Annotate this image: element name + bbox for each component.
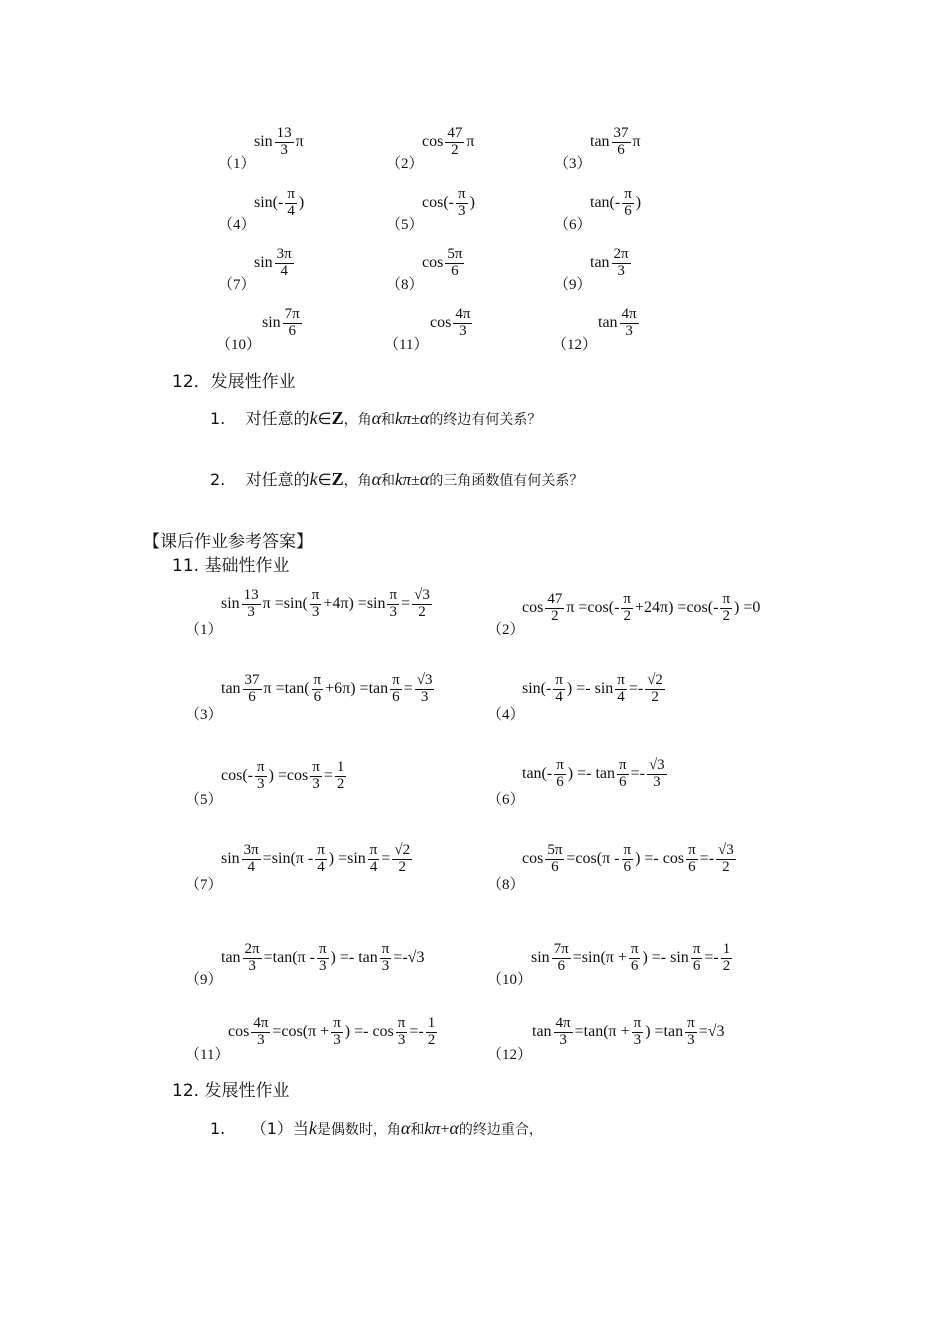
answer-equation-3: tan $\frac{37}{6}$ π =tan( $\frac{\pi}{6}$ +6π) =tan $\frac{\pi}{6}$ = $\frac{√3}{3}$: [221, 672, 433, 705]
answer-equation-12: tan $\frac{4\pi}{3}$ =tan(π + $\frac{\pi}{3}$ ) =tan $\frac{\pi}{3}$ =√3: [532, 1015, 725, 1048]
answer-equation-6: tan(- $\frac{\pi}{6}$ ) =- tan $\frac{\pi}{6}$ =- $\frac{√3}{3}$: [522, 757, 665, 790]
exercise-expression-6: tan(- $\frac{\pi}{6}$ ): [590, 186, 642, 219]
exercise-expression-5: cos(- $\frac{\pi}{3}$ ): [422, 186, 475, 219]
exercise-expression-1: sin $\frac{13}{3}$ π: [254, 125, 304, 158]
exercise-expression-4: sin(- $\frac{\pi}{4}$ ): [254, 186, 305, 219]
answer-label-4: （4）: [487, 707, 525, 723]
exercise-expression-8: cos $\frac{5\pi}{6}$: [422, 246, 463, 279]
answer-label-1: （1）: [185, 622, 223, 638]
exercise-expression-9: tan $\frac{2\pi}{3}$: [590, 246, 629, 279]
answer-equation-7: sin $\frac{3\pi}{4}$ =sin(π - $\frac{\pi}{4}$ ) =sin $\frac{\pi}{4}$ = $\frac{√2}{2}$: [221, 842, 411, 875]
answer-equation-2: cos $\frac{47}{2}$ π =cos(- $\frac{\pi}{2}$ +24π) =cos(- $\frac{\pi}{2}$ ) =0: [522, 591, 761, 624]
answer-label-3: （3）: [185, 707, 223, 723]
exercise-expression-2: cos $\frac{47}{2}$ π: [422, 125, 475, 158]
answer-label-2: （2）: [487, 622, 525, 638]
exercise-label-2: （2）: [386, 156, 424, 172]
exercise-expression-11: cos $\frac{4\pi}{3}$: [430, 306, 471, 339]
exercise-label-11: （11）: [384, 337, 429, 353]
answer-label-7: （7）: [185, 877, 223, 893]
question-2-number: 2.: [210, 470, 226, 489]
answer-label-5: （5）: [185, 792, 223, 808]
answer-equation-10: sin $\frac{7\pi}{6}$ =sin(π + $\frac{\pi}{6}$ ) =- sin $\frac{\pi}{6}$ =- $\frac{1}{2}$: [531, 941, 731, 974]
exercise-label-9: （9）: [554, 277, 592, 293]
exercise-expression-10: sin $\frac{7\pi}{6}$: [262, 306, 300, 339]
answers-sub-11: 11. 基础性作业: [172, 556, 290, 576]
answer-equation-8: cos $\frac{5\pi}{6}$ =cos(π - $\frac{\pi}{6}$ ) =- cos $\frac{\pi}{6}$ =- $\frac{√3}{2}$: [522, 842, 734, 875]
answer-equation-9: tan $\frac{2\pi}{3}$ =tan(π - $\frac{\pi}{3}$ ) =- tan $\frac{\pi}{3}$ =-√3: [221, 941, 425, 974]
answer-label-10: （10）: [487, 972, 533, 988]
answer-label-11: （11）: [185, 1047, 230, 1063]
answer-label-9: （9）: [185, 972, 223, 988]
exercise-label-8: （8）: [386, 277, 424, 293]
exercise-label-10: （10）: [216, 337, 262, 353]
answers-heading: 【课后作业参考答案】: [143, 532, 313, 552]
answer-equation-1: sin $\frac{13}{3}$ π =sin( $\frac{\pi}{3}$ +4π) =sin $\frac{\pi}{3}$ = $\frac{√3}{2}$: [221, 587, 430, 620]
exercise-label-6: （6）: [554, 217, 592, 233]
exercise-label-7: （7）: [218, 277, 256, 293]
answer-label-6: （6）: [487, 792, 525, 808]
section-12-title: 12．发展性作业: [172, 372, 296, 392]
answer-label-12: （12）: [487, 1047, 533, 1063]
exercise-label-4: （4）: [218, 217, 256, 233]
answer-equation-11: cos $\frac{4\pi}{3}$ =cos(π + $\frac{\pi}{3}$ ) =- cos $\frac{\pi}{3}$ =- $\frac{1}{2}$: [228, 1015, 436, 1048]
exercise-expression-7: sin $\frac{3\pi}{4}$: [254, 246, 292, 279]
exercise-expression-12: tan $\frac{4\pi}{3}$: [598, 306, 637, 339]
exercise-expression-3: tan $\frac{37}{6}$ π: [590, 125, 641, 158]
answer-equation-5: cos(- $\frac{\pi}{3}$ ) =cos $\frac{\pi}{3}$ = $\frac{1}{2}$: [221, 759, 345, 792]
question-1-number: 1.: [210, 409, 226, 428]
answers-sub-12: 12. 发展性作业: [172, 1081, 290, 1101]
exercise-label-5: （5）: [386, 217, 424, 233]
exercise-label-12: （12）: [552, 337, 598, 353]
answer-final-line: 1. （1）当k是偶数时，角α和kπ+α的终边重合，: [210, 1118, 543, 1138]
question-2: 2. 对任意的k∈Z，角α和kπ±α的三角函数值有何关系？: [210, 469, 584, 489]
exercise-label-3: （3）: [554, 156, 592, 172]
answer-label-8: （8）: [487, 877, 525, 893]
question-1: 1. 对任意的k∈Z，角α和kπ±α的终边有何关系？: [210, 408, 542, 428]
exercise-label-1: （1）: [218, 156, 256, 172]
answer-equation-4: sin(- $\frac{\pi}{4}$ ) =- sin $\frac{\pi}{4}$ =- $\frac{√2}{2}$: [522, 672, 663, 705]
